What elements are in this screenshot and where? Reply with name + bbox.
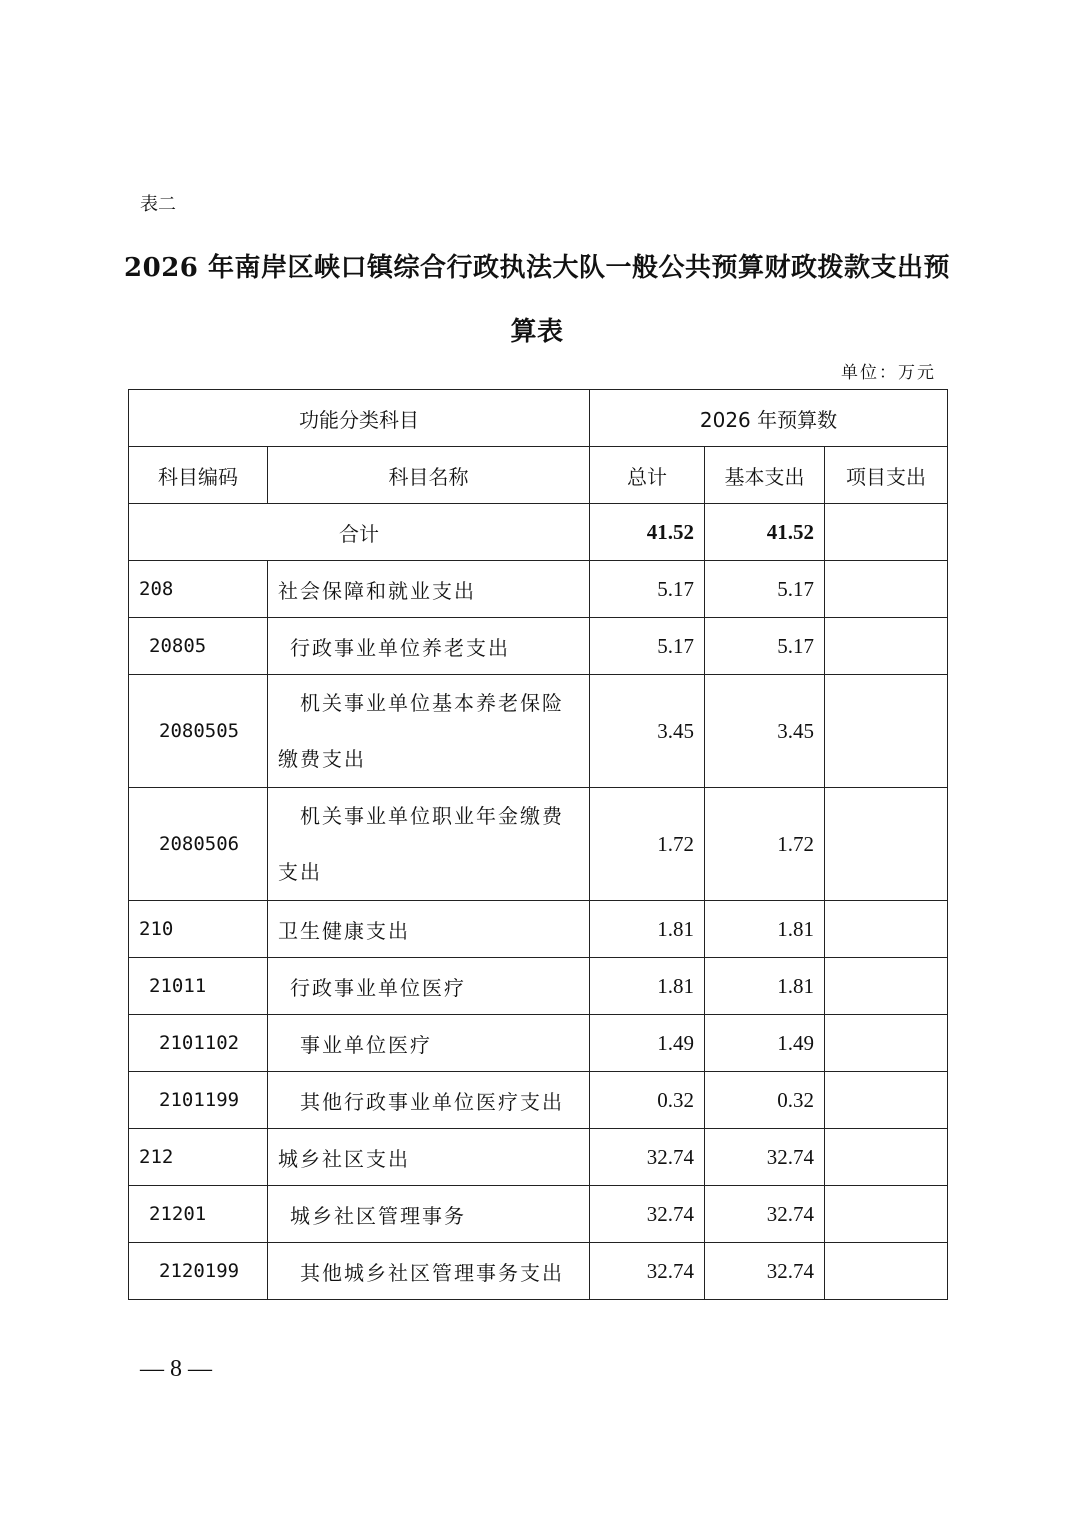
row-total: 1.49 xyxy=(590,1015,705,1072)
row-basic: 5.17 xyxy=(705,618,825,675)
page-number: — 8 — xyxy=(140,1356,212,1382)
row-code: 2080506 xyxy=(129,788,268,901)
table-row xyxy=(129,618,948,675)
table-row xyxy=(129,1186,948,1243)
row-code: 208 xyxy=(129,561,268,618)
budget-table xyxy=(128,389,948,1300)
row-name: 其他行政事业单位医疗支出 xyxy=(268,1072,590,1129)
row-name: 行政事业单位养老支出 xyxy=(268,618,590,675)
row-name: 机关事业单位职业年金缴费支出 xyxy=(268,788,590,901)
total-project xyxy=(825,504,948,561)
table-row xyxy=(129,901,948,958)
table-label: 表二 xyxy=(140,194,176,215)
row-code: 20805 xyxy=(129,618,268,675)
row-project xyxy=(825,788,948,901)
row-name: 社会保障和就业支出 xyxy=(268,561,590,618)
row-total: 1.72 xyxy=(590,788,705,901)
total-basic: 41.52 xyxy=(705,504,825,561)
row-code: 21011 xyxy=(129,958,268,1015)
header-total: 总计 xyxy=(590,447,705,504)
row-total: 5.17 xyxy=(590,618,705,675)
header-functional-classification: 功能分类科目 xyxy=(129,390,590,447)
row-project xyxy=(825,1243,948,1300)
row-project xyxy=(825,675,948,788)
row-basic: 1.81 xyxy=(705,958,825,1015)
table-row xyxy=(129,1243,948,1300)
document-title: 2026 年南岸区峡口镇综合行政执法大队一般公共预算财政拨款支出预算表 xyxy=(124,253,950,347)
row-basic: 32.74 xyxy=(705,1186,825,1243)
header-row-group xyxy=(129,390,948,447)
row-name: 机关事业单位基本养老保险缴费支出 xyxy=(268,675,590,788)
table-row xyxy=(129,1072,948,1129)
table-row xyxy=(129,675,948,788)
row-project xyxy=(825,561,948,618)
row-project xyxy=(825,1129,948,1186)
header-project: 项目支出 xyxy=(825,447,948,504)
row-total: 32.74 xyxy=(590,1243,705,1300)
row-code: 2101102 xyxy=(129,1015,268,1072)
row-project xyxy=(825,1072,948,1129)
row-code: 210 xyxy=(129,901,268,958)
total-label: 合计 xyxy=(129,504,590,561)
row-name: 城乡社区管理事务 xyxy=(268,1186,590,1243)
row-name: 城乡社区支出 xyxy=(268,1129,590,1186)
table-row xyxy=(129,958,948,1015)
table-row xyxy=(129,561,948,618)
header-budget-amount: 2026 年预算数 xyxy=(590,390,948,447)
row-basic: 32.74 xyxy=(705,1129,825,1186)
header-code: 科目编码 xyxy=(129,447,268,504)
row-project xyxy=(825,958,948,1015)
row-total: 3.45 xyxy=(590,675,705,788)
header-name: 科目名称 xyxy=(268,447,590,504)
row-code: 212 xyxy=(129,1129,268,1186)
row-code: 21201 xyxy=(129,1186,268,1243)
row-total: 1.81 xyxy=(590,901,705,958)
row-project xyxy=(825,618,948,675)
row-basic: 3.45 xyxy=(705,675,825,788)
total-row xyxy=(129,504,948,561)
row-name: 卫生健康支出 xyxy=(268,901,590,958)
row-total: 0.32 xyxy=(590,1072,705,1129)
header-basic: 基本支出 xyxy=(705,447,825,504)
row-code: 2080505 xyxy=(129,675,268,788)
row-total: 5.17 xyxy=(590,561,705,618)
row-code: 2120199 xyxy=(129,1243,268,1300)
row-basic: 5.17 xyxy=(705,561,825,618)
row-basic: 1.72 xyxy=(705,788,825,901)
row-name: 事业单位医疗 xyxy=(268,1015,590,1072)
row-basic: 1.81 xyxy=(705,901,825,958)
row-basic: 32.74 xyxy=(705,1243,825,1300)
row-total: 32.74 xyxy=(590,1186,705,1243)
row-project xyxy=(825,1186,948,1243)
row-basic: 0.32 xyxy=(705,1072,825,1129)
unit-label: 单位：万元 xyxy=(841,363,936,383)
row-total: 32.74 xyxy=(590,1129,705,1186)
row-project xyxy=(825,1015,948,1072)
total-total: 41.52 xyxy=(590,504,705,561)
row-name: 其他城乡社区管理事务支出 xyxy=(268,1243,590,1300)
header-row-columns xyxy=(129,447,948,504)
table-row xyxy=(129,1129,948,1186)
row-basic: 1.49 xyxy=(705,1015,825,1072)
row-project xyxy=(825,901,948,958)
table-row xyxy=(129,788,948,901)
row-name: 行政事业单位医疗 xyxy=(268,958,590,1015)
row-code: 2101199 xyxy=(129,1072,268,1129)
table-row xyxy=(129,1015,948,1072)
row-total: 1.81 xyxy=(590,958,705,1015)
